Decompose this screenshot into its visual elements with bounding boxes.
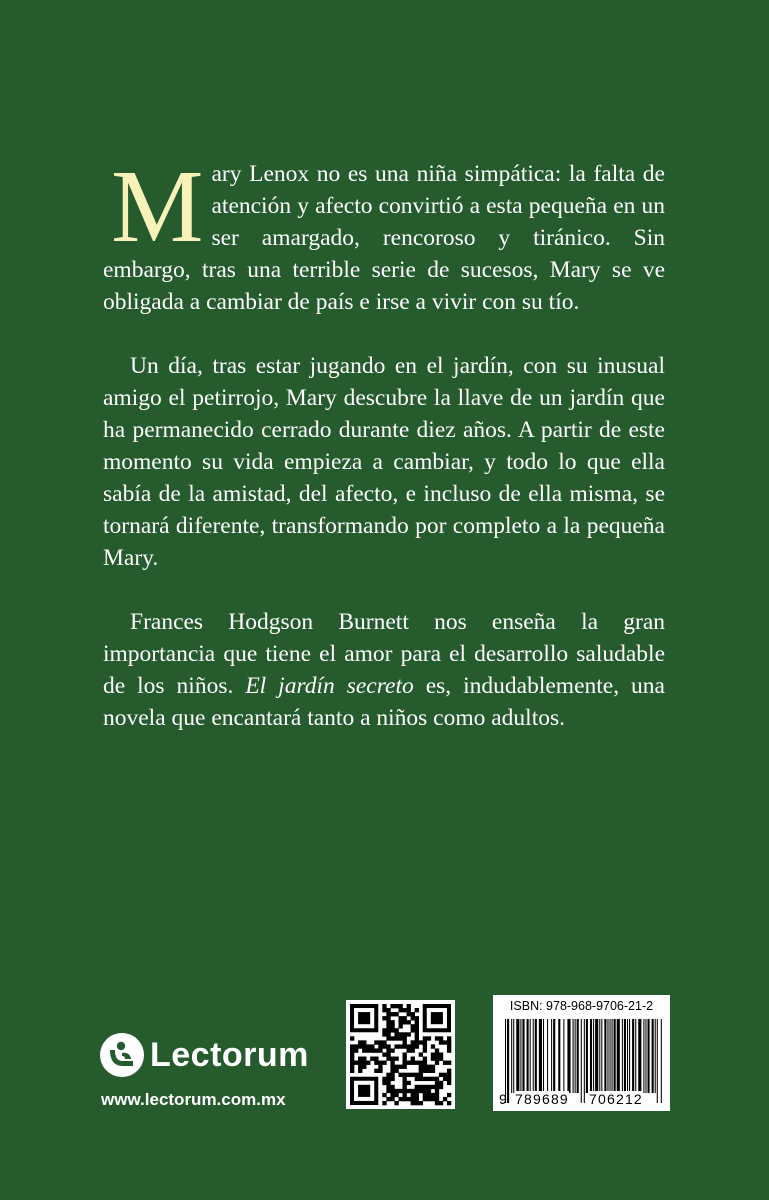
- barcode-digits-right: 706212: [589, 1091, 643, 1107]
- publisher-logo: [100, 1033, 309, 1077]
- barcode-digits-left: 789689: [515, 1091, 569, 1107]
- synopsis-paragraph-1-text: ary Lenox no es una niña simpática: la falta de atención y afecto convirtió a esta pequeña en un ser amargado, rencoroso y tiránico. Sin embargo, tras una terrible serie de sucesos, Mary se ve obligada a cambiar de país e irse a vivir con su tío.: [103, 161, 665, 315]
- synopsis-paragraph-3-end: es, indudablemente, una novela que encantará tanto a niños como adultos.: [103, 673, 665, 731]
- drop-cap: M: [111, 149, 204, 264]
- synopsis: [103, 149, 665, 766]
- synopsis-paragraph-3: [103, 606, 665, 734]
- publisher-website: www.lectorum.com.mx: [101, 1090, 286, 1109]
- barcode-digit-first: 9: [499, 1091, 508, 1107]
- book-title: El jardín secreto: [245, 673, 414, 699]
- synopsis-paragraph-2: Un día, tras estar jugando en el jardín, con su inusual amigo el petirrojo, Mary descubre la llave de un jardín que ha permanecido cerrado durante diez años. A partir de este momento su vida empieza a cambiar, y todo lo que ella sabía de la amistad, del afecto, e incluso de ella misma, se tornará diferente, transformando por completo a la pequeña Mary.: [103, 353, 665, 571]
- qr-code: [346, 1000, 455, 1109]
- isbn-barcode: [493, 995, 670, 1111]
- synopsis-paragraph-1: [103, 149, 665, 318]
- isbn-label: ISBN: 978-968-9706-21-2: [509, 999, 654, 1013]
- lectorum-logo-icon: [100, 1033, 144, 1077]
- synopsis-paragraph-3-start: Frances Hodgson Burnett nos enseña la gran importancia que tiene el amor para el desarrollo saludable de los niños.: [103, 609, 665, 699]
- publisher-name: Lectorum: [150, 1035, 309, 1074]
